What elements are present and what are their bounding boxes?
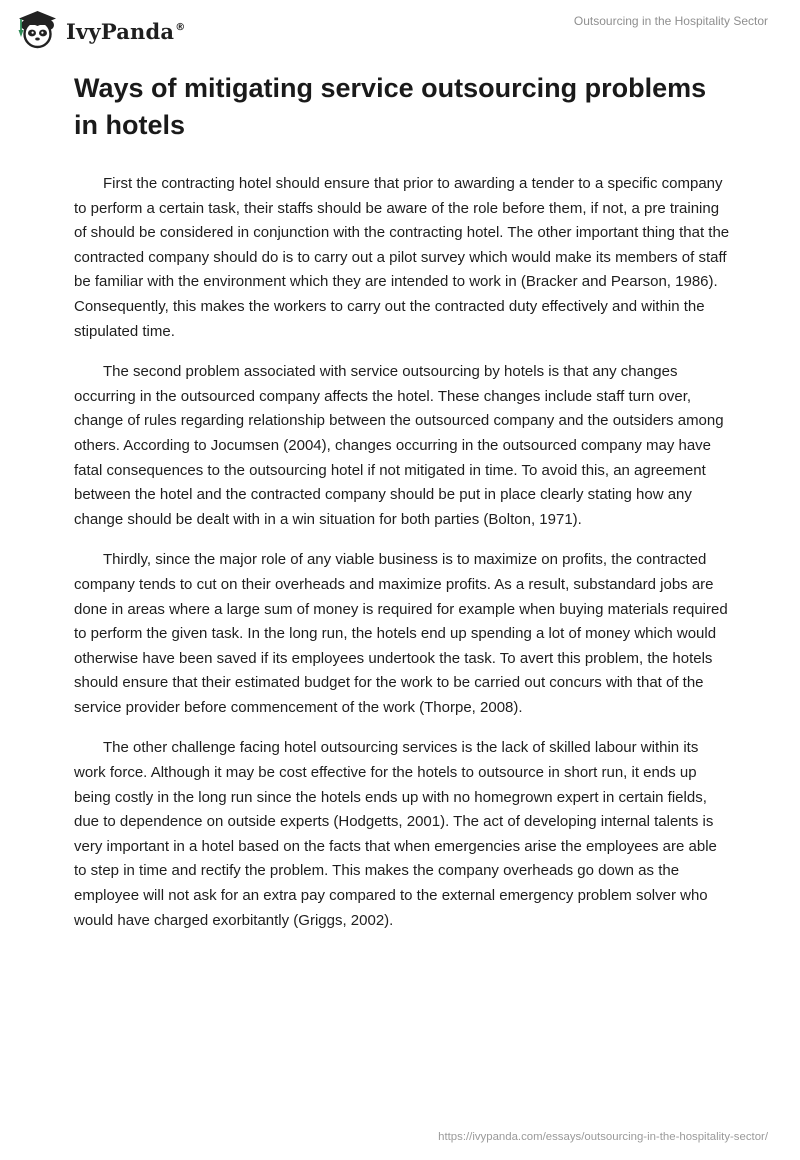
body-paragraph: The other challenge facing hotel outsourcing services is the lack of skilled labour within its work force. Although it may be cost effective for the hotels to outsource in short run, it ends up being costly in the long run since the hotels ends up with no homegrown expert in certain fields, due to dependence on outside experts (Hodgetts, 2001). The act of developing internal talents is very important in a hotel based on the facts that when emergencies arise the employees are able to step in time and rectify the problem. This makes the company overheads go down as the employee will not ask for an extra pay compared to the external emergency problem solver who would have charged exorbitantly (Griggs, 2002). <box>74 739 717 929</box>
source-url[interactable]: https://ivypanda.com/essays/outsourcing-in-the-hospitality-sector/ <box>438 1131 768 1143</box>
article-title: Ways of mitigating service outsourcing problems in hotels <box>74 73 707 140</box>
panda-graduation-cap-icon <box>14 10 64 50</box>
brand-name: IvyPanda® <box>66 18 186 44</box>
article-content <box>74 70 730 949</box>
body-paragraph: Thirdly, since the major role of any viable business is to maximize on profits, the contracted company tends to cut on their overheads and maximize profits. As a result, substandard jobs are done in areas where a large sum of money is required for example when buying materials required to perform the given task. In the long run, the hotels end up spending a lot of money which would otherwise have been saved if its employees undertook the task. To avert this problem, the hotels should ensure that their estimated budget for the work to be carried out concurs with that of the service provider before commencement of the work (Thorpe, 2008). <box>74 551 728 716</box>
body-paragraph: The second problem associated with service outsourcing by hotels is that any changes occurring in the outsourced company affects the hotel. These changes include staff turn over, change of rules regarding relationship between the outsourced company and the outsiders among others. According to Jocumsen (2004), changes occurring in the outsourced company may have fatal consequences to the outsourcing hotel if not mitigated in time. To avoid this, an agreement between the hotel and the contracted company should be put in place clearly stating how any change should be dealt with in a win situation for both parties (Bolton, 1971). <box>74 363 724 528</box>
running-header-title: Outsourcing in the Hospitality Sector <box>573 14 768 28</box>
article-body <box>74 172 730 933</box>
brand-logo[interactable] <box>14 10 185 50</box>
registered-mark: ® <box>175 21 186 33</box>
body-paragraph: First the contracting hotel should ensure that prior to awarding a tender to a specific company to perform a certain task, their staffs should be aware of the role before them, if not, a pre training of should be considered in conjunction with the contracting hotel. The other important thing that the contracted company should do is to carry out a pilot survey which would make its members of staff be familiar with the environment which they are intended to work in (Bracker and Pearson, 1986). Consequently, this makes the workers to carry out the contracted duty effectively and within the stipulated time. <box>74 175 730 340</box>
